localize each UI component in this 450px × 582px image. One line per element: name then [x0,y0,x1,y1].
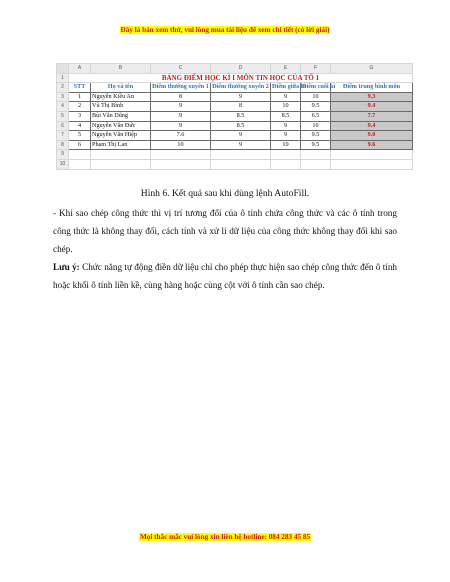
row-number: 5 [57,111,69,121]
cell-gk: 8.5 [271,111,301,121]
cell-avg: 9.3 [331,92,413,102]
cell-avg: 9.6 [331,140,413,150]
cell-tx2: 8.5 [211,121,271,131]
col-header: D [211,64,271,74]
cell-gk: 9 [271,121,301,131]
cell-avg: 9.0 [331,131,413,141]
cell-stt: 3 [69,111,91,121]
cell-tx2: 8.5 [211,111,271,121]
cell-tx1: 9 [151,102,211,112]
col-header: C [151,64,211,74]
cell-name: Bùi Văn Dũng [91,111,151,121]
header-stt: STT [69,83,91,93]
cell-avg: 7.7 [331,111,413,121]
cell-tx2: 9 [211,131,271,141]
header-gk: Điểm giữa kì [271,83,301,93]
table-row [57,140,413,150]
cell-stt: 2 [69,102,91,112]
col-header: A [69,64,91,74]
cell-ck: 9.5 [301,140,331,150]
cell-name: Nguyễn Văn Hiệp [91,131,151,141]
header-tx2: Điểm thường xuyên 2 [211,83,271,93]
empty-row [57,159,413,169]
hotline-notice: Mọi thắc mắc vui lòng xin liên hệ hotline: 084 283 45 85 [139,533,311,541]
header-row [57,83,413,93]
cell-gk: 10 [271,140,301,150]
note-text: Chức năng tự động điền dữ liệu chỉ cho phép thực hiện sao chép công thức đến ô tính hoặc khối ô tính liền kề, cùng hàng hoặc cùng cột với ô tính cần sao chép. [53,262,398,290]
cell-stt: 1 [69,92,91,102]
col-header: E [271,64,301,74]
header-ck: Điểm cuối kì [301,83,331,93]
cell-ck: 10 [301,92,331,102]
cell-gk: 10 [271,102,301,112]
paragraph-copy-formula: - Khi sao chép công thức thì vị trí tương đối của ô tính chứa công thức và các ô tính trong công thức là không thay đổi, cách tính và xử lí dữ liệu của công thức không thay đổi khi sao chép. [53,208,397,254]
cell-tx1: 9 [151,121,211,131]
table-title: BẢNG ĐIỂM HỌC KÌ I MÔN TIN HỌC CỦA TỔ 1 [69,73,413,83]
table-row [57,111,413,121]
column-header-row [57,64,413,74]
cell-tx1: 7.6 [151,131,211,141]
note-label: Lưu ý: [53,262,80,272]
cell-ck: 9.5 [301,131,331,141]
table-row [57,102,413,112]
cell-tx1: 8 [151,92,211,102]
table-row [57,92,413,102]
col-header: G [331,64,413,74]
cell-stt: 5 [69,131,91,141]
row-number: 1 [57,73,69,83]
cell-tx1: 10 [151,140,211,150]
title-row [57,73,413,83]
cell-ck: 9.5 [301,102,331,112]
header-avg: Điểm trung bình môn [331,83,413,93]
row-number: 8 [57,140,69,150]
cell-gk: 9 [271,131,301,141]
note-paragraph [53,258,397,294]
figure-caption: Hình 6. Kết quả sau khi dùng lệnh AutoFill. [140,188,310,199]
cell-name: Nguyễn Kiều An [91,92,151,102]
col-header: B [91,64,151,74]
preview-notice: Đây là bản xem thử, vui lòng mua tài liệu để xem chi tiết (có lời giải) [120,26,330,34]
header-name: Họ và tên [91,83,151,93]
cell-name: Vũ Thị Bình [91,102,151,112]
row-number: 10 [57,159,69,169]
cell-tx2: 9 [211,140,271,150]
row-number: 4 [57,102,69,112]
cell-name: Phạm Thị Lan [91,140,151,150]
cell-tx2: 9 [211,92,271,102]
cell-stt: 4 [69,121,91,131]
table-row [57,121,413,131]
row-number: 9 [57,150,69,160]
row-number: 3 [57,92,69,102]
row-number: 6 [57,121,69,131]
empty-row [57,150,413,160]
cell-tx2: 8 [211,102,271,112]
cell-tx1: 9 [151,111,211,121]
cell-ck: 10 [301,121,331,131]
cell-name: Nguyễn Văn Đức [91,121,151,131]
row-number: 7 [57,131,69,141]
col-header: F [301,64,331,74]
cell-ck: 6.5 [301,111,331,121]
row-number: 2 [57,83,69,93]
grade-table [56,63,413,170]
cell-avg: 9.4 [331,102,413,112]
cell-avg: 9.4 [331,121,413,131]
cell-stt: 6 [69,140,91,150]
header-tx1: Điểm thường xuyên 1 [151,83,211,93]
corner-cell [57,64,69,74]
spreadsheet-screenshot [56,63,412,170]
cell-gk: 9 [271,92,301,102]
table-row [57,131,413,141]
